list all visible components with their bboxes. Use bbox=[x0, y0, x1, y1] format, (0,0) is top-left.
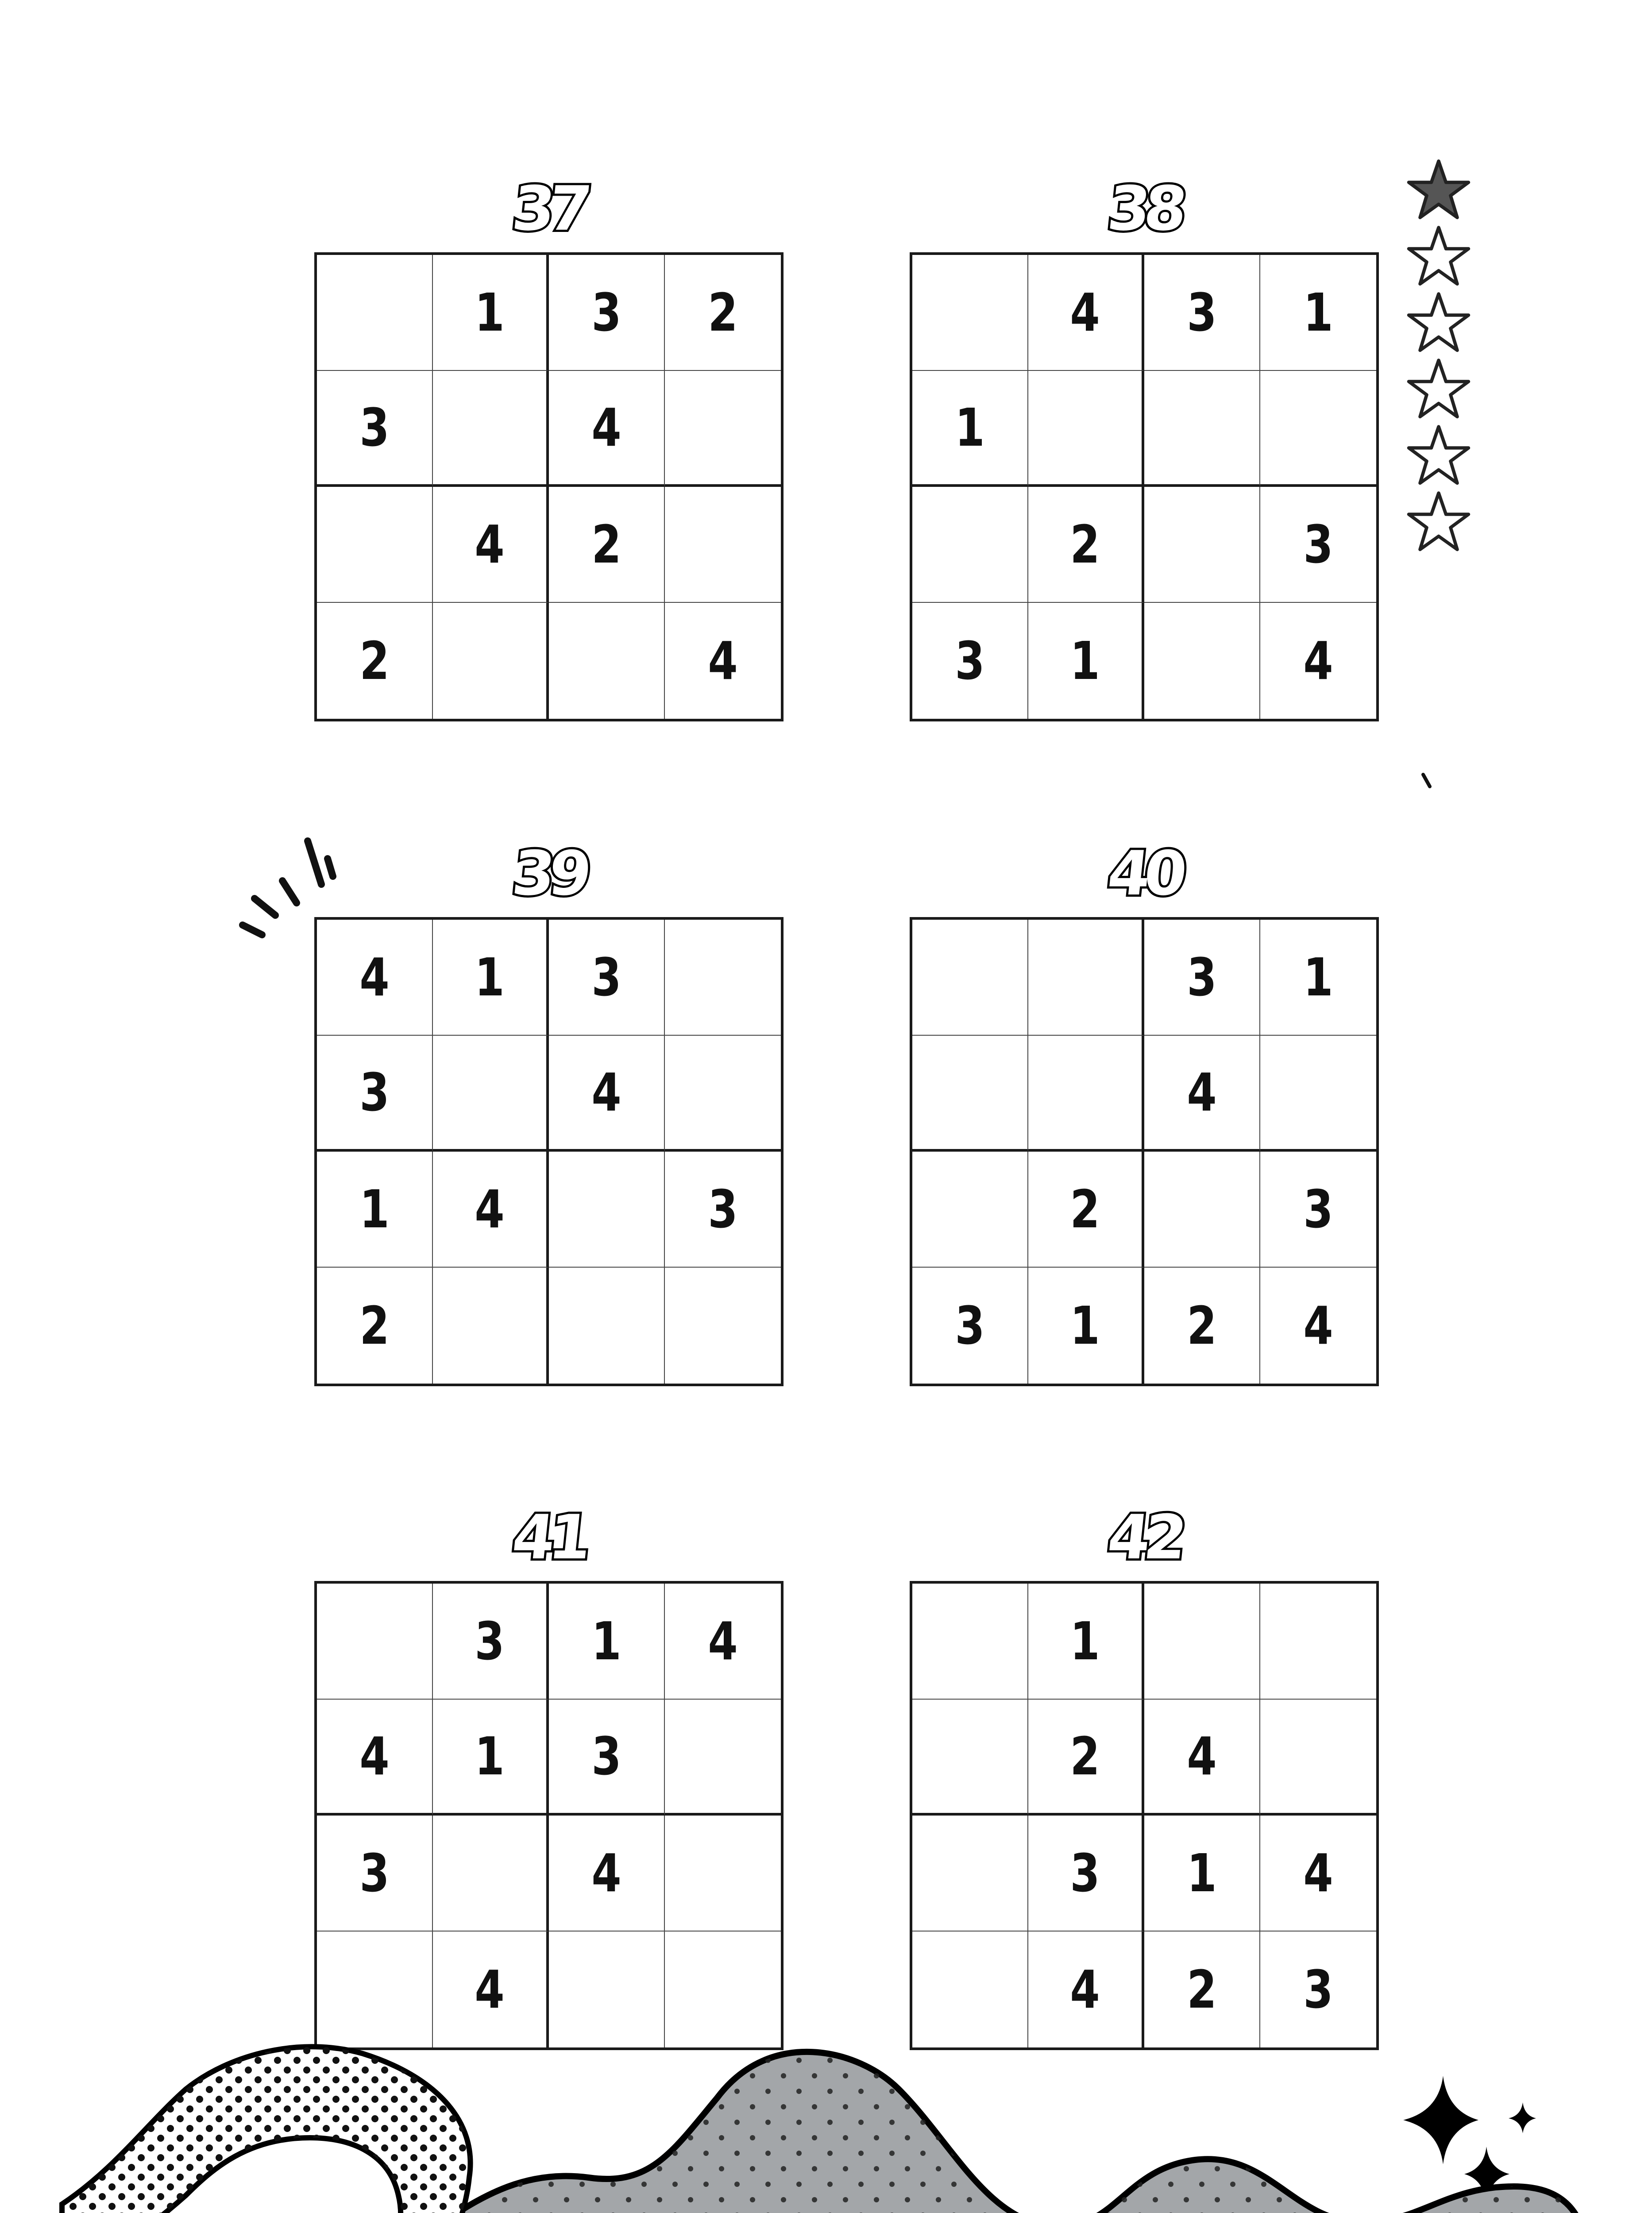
grid-cell[interactable] bbox=[1260, 920, 1376, 1036]
cell-digit: 3 bbox=[591, 1726, 621, 1787]
cell-digit: 1 bbox=[1187, 1843, 1217, 1904]
cell-digit: 4 bbox=[475, 514, 505, 575]
grid-cell[interactable] bbox=[1028, 920, 1144, 1036]
grid-cell[interactable] bbox=[665, 1700, 781, 1816]
grid-cell[interactable] bbox=[912, 1816, 1028, 1932]
grid-cell[interactable] bbox=[433, 1036, 549, 1152]
grid-cell[interactable] bbox=[1260, 1816, 1376, 1932]
cell-digit: 3 bbox=[1187, 282, 1217, 343]
grid-cell[interactable] bbox=[433, 487, 549, 603]
sudoku-grid bbox=[314, 252, 784, 721]
cell-digit: 4 bbox=[475, 1179, 505, 1240]
grid-cell[interactable] bbox=[1028, 1932, 1144, 2047]
grid-cell[interactable] bbox=[912, 603, 1028, 719]
grid-cell[interactable] bbox=[433, 1932, 549, 2047]
grid-cell[interactable] bbox=[549, 1036, 665, 1152]
tick-mark-decoration bbox=[1421, 772, 1434, 790]
cell-digit: 4 bbox=[359, 1726, 390, 1787]
cell-digit: 3 bbox=[359, 397, 390, 458]
grid-cell[interactable] bbox=[665, 1036, 781, 1152]
star-icon bbox=[1405, 224, 1472, 290]
cell-digit: 2 bbox=[591, 514, 621, 575]
grid-cell[interactable] bbox=[549, 603, 665, 719]
grid-cell[interactable] bbox=[912, 255, 1028, 371]
grid-cell[interactable] bbox=[549, 1700, 665, 1816]
grid-cell[interactable] bbox=[433, 1584, 549, 1700]
grid-cell[interactable] bbox=[1144, 255, 1260, 371]
cell-digit: 3 bbox=[359, 1843, 390, 1904]
grid-cell[interactable] bbox=[665, 920, 781, 1036]
grid-cell[interactable] bbox=[549, 371, 665, 487]
grid-cell[interactable] bbox=[665, 255, 781, 371]
grid-cell[interactable] bbox=[317, 487, 433, 603]
grid-cell[interactable] bbox=[912, 1268, 1028, 1384]
grid-cell[interactable] bbox=[317, 1932, 433, 2047]
grid-cell[interactable] bbox=[317, 371, 433, 487]
cell-digit: 3 bbox=[591, 947, 621, 1008]
cell-digit: 4 bbox=[1187, 1726, 1217, 1787]
grid-cell[interactable] bbox=[1260, 1700, 1376, 1816]
cell-digit: 1 bbox=[591, 1611, 621, 1672]
sudoku-grid bbox=[910, 252, 1379, 721]
grid-cell[interactable] bbox=[433, 920, 549, 1036]
grid-cell[interactable] bbox=[912, 1932, 1028, 2047]
grid-cell[interactable] bbox=[549, 1816, 665, 1932]
cell-digit: 3 bbox=[1303, 1179, 1333, 1240]
grid-cell[interactable] bbox=[1028, 1700, 1144, 1816]
grid-cell[interactable] bbox=[912, 1700, 1028, 1816]
grid-cell[interactable] bbox=[317, 1700, 433, 1816]
grid-cell[interactable] bbox=[1144, 1700, 1260, 1816]
grid-cell[interactable] bbox=[1028, 1584, 1144, 1700]
cell-digit: 4 bbox=[1303, 1295, 1333, 1356]
grid-cell[interactable] bbox=[1260, 487, 1376, 603]
cell-digit: 3 bbox=[1303, 514, 1333, 575]
grid-cell[interactable] bbox=[549, 255, 665, 371]
puzzle-number: 38 bbox=[1104, 173, 1185, 244]
grid-cell[interactable] bbox=[1028, 1152, 1144, 1268]
grid-cell[interactable] bbox=[912, 487, 1028, 603]
cell-digit: 1 bbox=[1303, 947, 1333, 1008]
grid-cell[interactable] bbox=[549, 1932, 665, 2047]
puzzle-number: 41 bbox=[509, 1502, 589, 1573]
grid-cell[interactable] bbox=[549, 1268, 665, 1384]
cell-digit: 1 bbox=[1070, 1611, 1100, 1672]
grid-cell[interactable] bbox=[912, 1036, 1028, 1152]
grid-cell[interactable] bbox=[433, 1152, 549, 1268]
grid-cell[interactable] bbox=[1260, 603, 1376, 719]
cell-digit: 3 bbox=[1070, 1843, 1100, 1904]
grid-cell[interactable] bbox=[317, 1584, 433, 1700]
sudoku-grid bbox=[910, 1581, 1379, 2050]
cell-digit: 4 bbox=[1070, 282, 1100, 343]
grid-cell[interactable] bbox=[433, 1268, 549, 1384]
star-icon bbox=[1405, 423, 1472, 489]
grid-cell[interactable] bbox=[433, 1700, 549, 1816]
cell-digit: 3 bbox=[955, 630, 985, 691]
cell-digit: 3 bbox=[359, 1062, 390, 1123]
grid-cell[interactable] bbox=[1028, 1816, 1144, 1932]
puzzle-number: 42 bbox=[1104, 1502, 1185, 1573]
sudoku-grid bbox=[910, 917, 1379, 1386]
grid-cell[interactable] bbox=[1144, 603, 1260, 719]
grid-cell[interactable] bbox=[1260, 1268, 1376, 1384]
cell-digit: 1 bbox=[475, 282, 505, 343]
grid-cell[interactable] bbox=[317, 1036, 433, 1152]
cell-digit: 2 bbox=[359, 630, 390, 691]
cell-digit: 2 bbox=[359, 1295, 390, 1356]
hills-decoration bbox=[0, 2036, 1652, 2213]
cell-digit: 4 bbox=[359, 947, 390, 1008]
grid-cell[interactable] bbox=[317, 1152, 433, 1268]
grid-cell[interactable] bbox=[317, 1816, 433, 1932]
grid-cell[interactable] bbox=[1144, 920, 1260, 1036]
grid-cell[interactable] bbox=[433, 371, 549, 487]
puzzle-number: 40 bbox=[1104, 838, 1185, 909]
grid-cell[interactable] bbox=[433, 255, 549, 371]
grid-cell[interactable] bbox=[912, 920, 1028, 1036]
grid-cell[interactable] bbox=[1144, 1268, 1260, 1384]
grid-cell[interactable] bbox=[665, 1584, 781, 1700]
star-icon bbox=[1405, 157, 1472, 224]
grid-cell[interactable] bbox=[665, 1932, 781, 2047]
grid-cell[interactable] bbox=[1260, 1584, 1376, 1700]
cell-digit: 2 bbox=[1187, 1959, 1217, 2020]
cell-digit: 4 bbox=[591, 397, 621, 458]
grid-cell[interactable] bbox=[1144, 1816, 1260, 1932]
star-icon bbox=[1405, 489, 1472, 555]
grid-cell[interactable] bbox=[317, 255, 433, 371]
grid-cell[interactable] bbox=[665, 1268, 781, 1384]
cell-digit: 3 bbox=[475, 1611, 505, 1672]
cell-digit: 2 bbox=[1070, 1726, 1100, 1787]
grid-cell[interactable] bbox=[1144, 1584, 1260, 1700]
cell-digit: 2 bbox=[1070, 514, 1100, 575]
sudoku-grid bbox=[314, 1581, 784, 2050]
cell-digit: 1 bbox=[1070, 630, 1100, 691]
cell-digit: 4 bbox=[591, 1843, 621, 1904]
grid-cell[interactable] bbox=[1144, 371, 1260, 487]
grid-cell[interactable] bbox=[1028, 1268, 1144, 1384]
grid-cell[interactable] bbox=[912, 1152, 1028, 1268]
cell-digit: 1 bbox=[475, 947, 505, 1008]
cell-digit: 2 bbox=[1187, 1295, 1217, 1356]
grid-cell[interactable] bbox=[549, 487, 665, 603]
puzzle-number: 39 bbox=[509, 838, 589, 909]
grid-cell[interactable] bbox=[1144, 1152, 1260, 1268]
cell-digit: 2 bbox=[1070, 1179, 1100, 1240]
cell-digit: 4 bbox=[708, 630, 738, 691]
cell-digit: 2 bbox=[708, 282, 738, 343]
sudoku-grid bbox=[314, 917, 784, 1386]
star-icon bbox=[1405, 356, 1472, 423]
grid-cell[interactable] bbox=[665, 1816, 781, 1932]
cell-digit: 1 bbox=[359, 1179, 390, 1240]
cell-digit: 1 bbox=[955, 397, 985, 458]
cell-digit: 3 bbox=[1187, 947, 1217, 1008]
grid-cell[interactable] bbox=[665, 371, 781, 487]
grid-cell[interactable] bbox=[317, 1268, 433, 1384]
grid-cell[interactable] bbox=[1144, 1932, 1260, 2047]
cell-digit: 4 bbox=[1187, 1062, 1217, 1123]
cell-digit: 3 bbox=[955, 1295, 985, 1356]
grid-cell[interactable] bbox=[317, 603, 433, 719]
grid-cell[interactable] bbox=[1028, 371, 1144, 487]
grid-cell[interactable] bbox=[1028, 603, 1144, 719]
grid-cell[interactable] bbox=[549, 1584, 665, 1700]
cell-digit: 4 bbox=[708, 1611, 738, 1672]
grid-cell[interactable] bbox=[1260, 1152, 1376, 1268]
grid-cell[interactable] bbox=[1260, 371, 1376, 487]
cell-digit: 4 bbox=[475, 1959, 505, 2020]
grid-cell[interactable] bbox=[1144, 1036, 1260, 1152]
grid-cell[interactable] bbox=[665, 1152, 781, 1268]
difficulty-rating bbox=[1405, 157, 1472, 555]
grid-cell[interactable] bbox=[1260, 1932, 1376, 2047]
grid-cell[interactable] bbox=[1144, 487, 1260, 603]
grid-cell[interactable] bbox=[1028, 1036, 1144, 1152]
grid-cell[interactable] bbox=[912, 371, 1028, 487]
cell-digit: 3 bbox=[708, 1179, 738, 1240]
grid-cell[interactable] bbox=[549, 920, 665, 1036]
grid-cell[interactable] bbox=[433, 1816, 549, 1932]
star-icon bbox=[1405, 290, 1472, 356]
cell-digit: 1 bbox=[475, 1726, 505, 1787]
grid-cell[interactable] bbox=[433, 603, 549, 719]
grid-cell[interactable] bbox=[1260, 255, 1376, 371]
grid-cell[interactable] bbox=[1028, 487, 1144, 603]
grid-cell[interactable] bbox=[665, 487, 781, 603]
cell-digit: 3 bbox=[591, 282, 621, 343]
grid-cell[interactable] bbox=[1260, 1036, 1376, 1152]
cell-digit: 4 bbox=[1070, 1959, 1100, 2020]
cell-digit: 3 bbox=[1303, 1959, 1333, 2020]
cell-digit: 4 bbox=[591, 1062, 621, 1123]
burst-lines-decoration bbox=[235, 832, 341, 947]
cell-digit: 4 bbox=[1303, 1843, 1333, 1904]
grid-cell[interactable] bbox=[1028, 255, 1144, 371]
cell-digit: 1 bbox=[1303, 282, 1333, 343]
grid-cell[interactable] bbox=[665, 603, 781, 719]
grid-cell[interactable] bbox=[912, 1584, 1028, 1700]
grid-cell[interactable] bbox=[549, 1152, 665, 1268]
cell-digit: 4 bbox=[1303, 630, 1333, 691]
puzzle-number: 37 bbox=[509, 173, 589, 244]
cell-digit: 1 bbox=[1070, 1295, 1100, 1356]
